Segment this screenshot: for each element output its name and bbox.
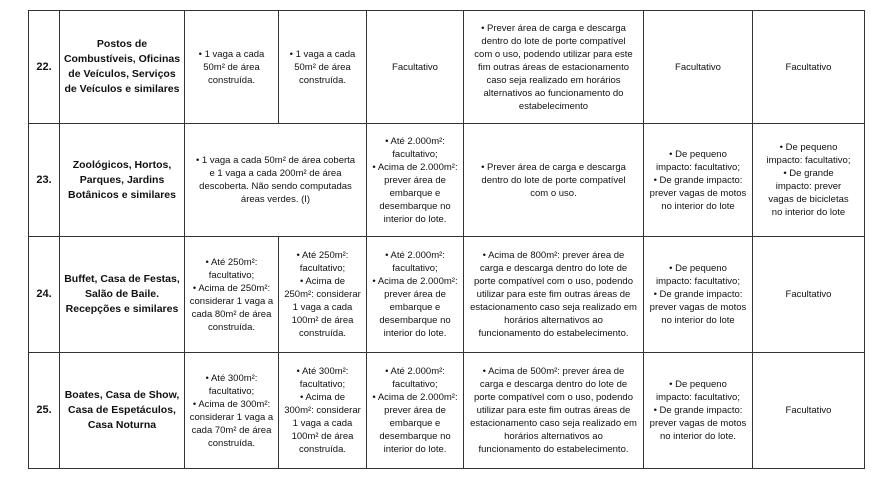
cell-text-line: • Acima de 500m²: prever área de bbox=[482, 366, 625, 377]
cell-text-line: Facultativo bbox=[675, 61, 721, 73]
cell-text-line: prever área de bbox=[384, 405, 446, 416]
cell-text-line: com o uso. bbox=[530, 187, 577, 199]
cell-text-line: • Acima de 2.000m²: bbox=[372, 161, 458, 173]
cell-text-line: horários alternativos ao bbox=[504, 431, 603, 442]
cell-text-line: fim outras áreas de estacionamento bbox=[477, 61, 630, 73]
activity-name-cell bbox=[60, 11, 185, 124]
cell-text-line: alternativos ao funcionamento do bbox=[483, 87, 624, 99]
cell-text-line: Zoológicos, Hortos, bbox=[72, 158, 172, 171]
cell-text-line: facultativo; bbox=[392, 263, 438, 274]
cell-text-line: com o uso, podendo utilizar para este bbox=[474, 48, 633, 60]
cell-text-line: vagas de bicicletas bbox=[768, 194, 849, 205]
boarding-area-cell bbox=[367, 11, 464, 124]
cell-text-line: • De grande impacto: bbox=[653, 405, 743, 416]
cell-text-line: • 1 vaga a cada bbox=[198, 48, 265, 60]
cell-text-line: facultativo; bbox=[392, 379, 438, 390]
loading-area-cell bbox=[464, 124, 644, 237]
cell-text-line: carga e descarga dentro do lote de bbox=[479, 379, 628, 390]
cell-text-line: de Veículos e similares bbox=[64, 83, 180, 95]
table-row bbox=[29, 237, 865, 353]
cell-text-line: • De grande bbox=[783, 168, 834, 179]
cell-text-line: Parques, Jardins bbox=[79, 173, 165, 186]
loading-area-cell bbox=[464, 11, 644, 124]
cell-text-line: 50m² de área bbox=[294, 61, 351, 73]
bicycle-parking-cell bbox=[753, 237, 865, 353]
car-parking-cell bbox=[185, 353, 279, 469]
loading-area-cell bbox=[464, 353, 644, 469]
cell-text-line: • Acima de 250m²: bbox=[192, 282, 271, 294]
boarding-area-cell bbox=[367, 237, 464, 353]
bicycle-parking-cell bbox=[753, 353, 865, 469]
cell-text-line: impacto: facultativo; bbox=[766, 155, 851, 166]
cell-text-line: Facultativo bbox=[785, 289, 832, 300]
cell-text-line: Casa Noturna bbox=[87, 419, 157, 431]
car-parking-alt-cell bbox=[279, 353, 367, 469]
motorcycle-parking-cell bbox=[644, 11, 753, 124]
cell-text-line: embarque e bbox=[389, 302, 441, 313]
cell-text-line: Postos de bbox=[96, 38, 148, 50]
motorcycle-parking-cell bbox=[644, 237, 753, 353]
cell-text-line: prever área de bbox=[384, 174, 446, 186]
car-parking-cell bbox=[185, 11, 279, 124]
cell-text-line: no interior do lote. bbox=[659, 431, 737, 442]
cell-text-line: • De grande impacto: bbox=[653, 289, 743, 300]
cell-text-line: • Acima de 2.000m²: bbox=[372, 276, 458, 287]
cell-text-line: considerar 1 vaga a bbox=[189, 295, 274, 307]
cell-text-line: desembarque no bbox=[379, 200, 451, 212]
cell-text-line: construída. bbox=[208, 321, 255, 333]
cell-text-line: e 1 vaga a cada 200m² de área bbox=[209, 168, 342, 179]
loading-area-cell bbox=[464, 237, 644, 353]
cell-text-line: interior do lote. bbox=[383, 328, 447, 339]
cell-text-line: Facultativo bbox=[785, 61, 832, 73]
cell-text-line: • Até 2.000m²: bbox=[385, 366, 445, 377]
cell-text-line: • De pequeno bbox=[669, 148, 727, 160]
cell-text-line: • Prever área de carga e descarga bbox=[481, 22, 626, 34]
cell-text-line: • 1 vaga a cada bbox=[289, 48, 356, 60]
cell-text-line: • Até 250m²: bbox=[205, 256, 258, 268]
car-parking-alt-cell bbox=[279, 11, 367, 124]
cell-text-line: porte compatível com o uso, podendo bbox=[474, 392, 633, 403]
cell-text-line: 250m²: considerar bbox=[284, 289, 361, 300]
cell-text-line: impacto: facultativo; bbox=[656, 392, 740, 403]
cell-text-line: Botânicos e similares bbox=[68, 188, 176, 201]
cell-text-line: no interior do lote bbox=[771, 207, 846, 218]
boarding-area-cell bbox=[367, 124, 464, 237]
cell-text-line: Casa de Espetáculos, bbox=[68, 404, 176, 416]
cell-text-line: Combustíveis, Oficinas bbox=[63, 53, 181, 65]
cell-text-line: • Até 2.000m²: bbox=[385, 250, 445, 261]
cell-text-line: • Até 250m²: bbox=[296, 250, 349, 261]
activity-name-cell bbox=[60, 237, 185, 353]
cell-text-line: Facultativo bbox=[392, 61, 438, 73]
cell-text-line: facultativo; bbox=[208, 269, 255, 281]
cell-text-line: no interior do lote bbox=[661, 315, 735, 326]
cell-text-line: • Até 2.000m²: bbox=[385, 135, 445, 147]
cell-text-line: • Acima de bbox=[299, 276, 346, 287]
row-number: 24. bbox=[29, 237, 60, 353]
cell-text-line: construída. bbox=[208, 74, 255, 86]
table-row bbox=[29, 124, 865, 237]
cell-text-line: no interior do lote bbox=[661, 200, 735, 212]
cell-text-line: • Até 300m²: bbox=[205, 372, 258, 384]
car-parking-alt-cell bbox=[279, 237, 367, 353]
cell-text-line: construída. bbox=[299, 444, 346, 455]
cell-text-line: desembarque no bbox=[379, 431, 451, 442]
cell-text-line: facultativo; bbox=[392, 148, 438, 160]
cell-text-line: Salão de Baile. bbox=[84, 288, 160, 300]
cell-text-line: Boates, Casa de Show, bbox=[64, 389, 180, 401]
cell-text-line: prever vagas de motos bbox=[649, 187, 747, 199]
cell-text-line: caso seja realizado em horários bbox=[486, 74, 621, 86]
row-number: 25. bbox=[29, 353, 60, 469]
motorcycle-parking-cell bbox=[644, 124, 753, 237]
cell-text-line: dentro do lote de porte compatível bbox=[481, 174, 626, 186]
cell-text-line: • De pequeno bbox=[779, 142, 838, 153]
bicycle-parking-cell bbox=[753, 11, 865, 124]
row-number: 22. bbox=[29, 11, 60, 124]
cell-text-line: • Acima de 300m²: bbox=[192, 398, 271, 410]
cell-text-line: utilizar para este fim outras áreas de bbox=[476, 405, 631, 416]
cell-text-line: 50m² de área bbox=[203, 61, 260, 73]
cell-text-line: • De grande impacto: bbox=[653, 174, 743, 186]
motorcycle-parking-cell bbox=[644, 353, 753, 469]
cell-text-line: • Acima de 2.000m²: bbox=[372, 392, 458, 403]
boarding-area-cell bbox=[367, 353, 464, 469]
cell-text-line: prever vagas de motos bbox=[649, 302, 747, 313]
bicycle-parking-cell bbox=[753, 124, 865, 237]
cell-text-line: 1 vaga a cada bbox=[292, 302, 353, 313]
cell-text-line: interior do lote. bbox=[383, 444, 447, 455]
cell-text-line: horários alternativos ao bbox=[504, 315, 603, 326]
cell-text-line: facultativo; bbox=[299, 263, 346, 274]
cell-text-line: • Acima de 800m²: prever área de bbox=[482, 250, 625, 261]
row-number: 23. bbox=[29, 124, 60, 237]
cell-text-line: Buffet, Casa de Festas, bbox=[64, 273, 180, 285]
cell-text-line: dentro do lote de porte compatível bbox=[481, 35, 626, 47]
cell-text-line: cada 70m² de área bbox=[191, 424, 272, 436]
cell-text-line: construída. bbox=[299, 74, 346, 86]
cell-text-line: 300m²: considerar bbox=[284, 405, 361, 416]
cell-text-line: prever área de bbox=[384, 289, 446, 300]
cell-text-line: construída. bbox=[299, 328, 346, 339]
cell-text-line: 100m² de área bbox=[291, 315, 354, 326]
cell-text-line: funcionamento do estabelecimento. bbox=[478, 444, 629, 455]
car-parking-merged-cell bbox=[185, 124, 367, 237]
cell-text-line: • Até 300m²: bbox=[296, 366, 349, 377]
cell-text-line: • De pequeno bbox=[669, 263, 727, 274]
cell-text-line: estabelecimento bbox=[518, 100, 589, 112]
cell-text-line: 1 vaga a cada bbox=[292, 418, 353, 429]
cell-text-line: embarque e bbox=[389, 418, 441, 429]
cell-text-line: facultativo; bbox=[299, 379, 346, 390]
cell-text-line: construída. bbox=[208, 437, 255, 449]
cell-text-line: porte compatível com o uso, podendo bbox=[474, 276, 633, 287]
cell-text-line: Facultativo bbox=[785, 405, 832, 416]
cell-text-line: descoberta. Não sendo computadas bbox=[199, 181, 352, 192]
cell-text-line: • 1 vaga a cada 50m² de área coberta bbox=[195, 155, 356, 166]
cell-text-line: impacto: facultativo; bbox=[656, 276, 740, 287]
parking-requirements-table bbox=[28, 10, 865, 469]
parking-requirements-table-wrapper bbox=[28, 10, 865, 469]
cell-text-line: • De pequeno bbox=[669, 379, 727, 390]
cell-text-line: 100m² de área bbox=[291, 431, 354, 442]
cell-text-line: impacto: prever bbox=[775, 181, 842, 192]
table-row bbox=[29, 11, 865, 124]
cell-text-line: de Veículos, Serviços bbox=[68, 68, 176, 80]
cell-text-line: • Acima de bbox=[299, 392, 346, 403]
car-parking-cell bbox=[185, 237, 279, 353]
cell-text-line: utilizar para este fim outras áreas de bbox=[476, 289, 631, 300]
cell-text-line: funcionamento do estabelecimento. bbox=[478, 328, 629, 339]
cell-text-line: áreas verdes. (I) bbox=[240, 194, 311, 205]
cell-text-line: interior do lote. bbox=[383, 213, 447, 225]
activity-name-cell bbox=[60, 353, 185, 469]
cell-text-line: • Prever área de carga e descarga bbox=[481, 161, 626, 173]
cell-text-line: impacto: facultativo; bbox=[656, 161, 740, 173]
cell-text-line: embarque e bbox=[389, 187, 441, 199]
cell-text-line: facultativo; bbox=[208, 385, 255, 397]
cell-text-line: estacionamento caso seja realizado em bbox=[470, 418, 637, 429]
table-row bbox=[29, 353, 865, 469]
cell-text-line: desembarque no bbox=[379, 315, 451, 326]
cell-text-line: prever vagas de motos bbox=[649, 418, 747, 429]
cell-text-line: carga e descarga dentro do lote de bbox=[479, 263, 628, 274]
cell-text-line: cada 80m² de área bbox=[191, 308, 272, 320]
cell-text-line: Recepções e similares bbox=[65, 303, 179, 315]
activity-name-cell bbox=[60, 124, 185, 237]
cell-text-line: estacionamento caso seja realizado em bbox=[470, 302, 637, 313]
cell-text-line: considerar 1 vaga a bbox=[189, 411, 274, 423]
